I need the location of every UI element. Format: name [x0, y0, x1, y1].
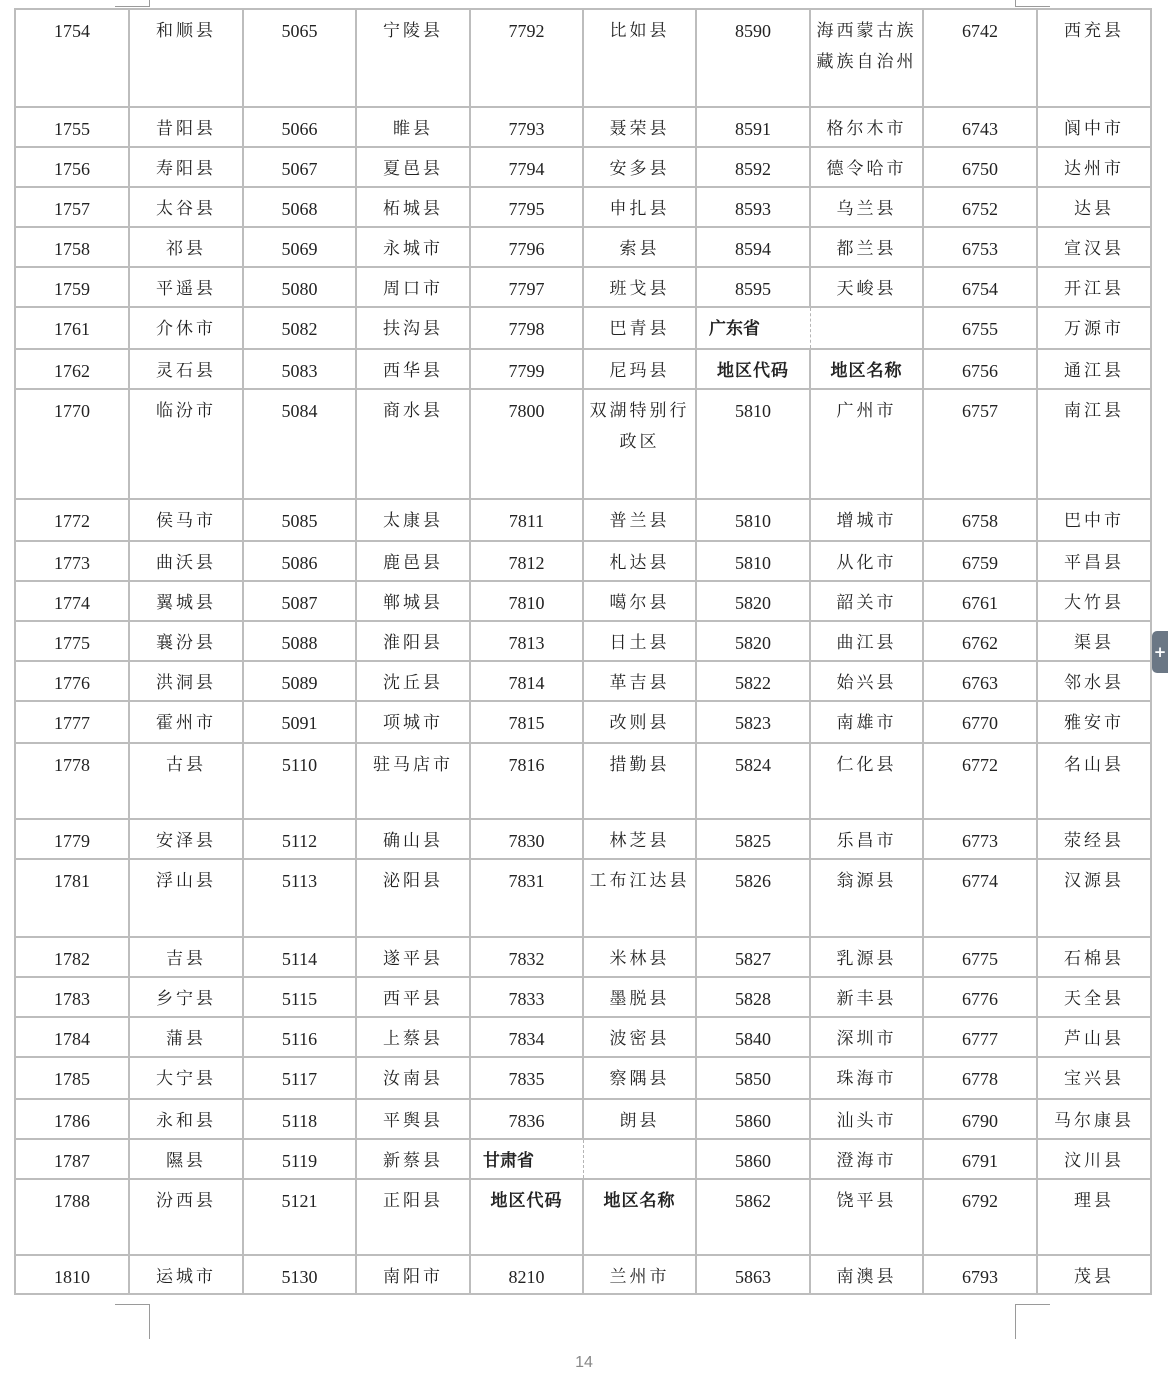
region-name-cell: 通江县	[1037, 349, 1151, 389]
province-heading: 广东省	[696, 307, 810, 349]
region-name-cell: 项城市	[356, 701, 470, 743]
region-name-cell: 渠县	[1037, 621, 1151, 661]
region-name-cell: 乡宁县	[129, 977, 243, 1017]
region-code-cell: 6770	[923, 701, 1037, 743]
empty-cell	[583, 1139, 696, 1179]
region-name-cell: 工布江达县	[583, 859, 696, 937]
region-name-cell: 日土县	[583, 621, 696, 661]
region-name-cell: 革吉县	[583, 661, 696, 701]
region-code-cell: 6790	[923, 1099, 1037, 1139]
region-code-cell: 7815	[470, 701, 583, 743]
table-row	[15, 859, 1151, 937]
region-code-cell: 5863	[696, 1255, 810, 1294]
region-name-cell: 马尔康县	[1037, 1099, 1151, 1139]
region-code-cell: 7800	[470, 389, 583, 499]
region-code-cell: 6777	[923, 1017, 1037, 1057]
region-name-cell: 申扎县	[583, 187, 696, 227]
region-code-cell: 5826	[696, 859, 810, 937]
table-row	[15, 743, 1151, 819]
region-name-cell: 沈丘县	[356, 661, 470, 701]
region-name-cell: 噶尔县	[583, 581, 696, 621]
region-code-cell: 5860	[696, 1139, 810, 1179]
region-code-cell: 7816	[470, 743, 583, 819]
region-code-cell: 7795	[470, 187, 583, 227]
region-code-cell: 1755	[15, 107, 129, 147]
region-code-cell: 1770	[15, 389, 129, 499]
region-code-cell: 5862	[696, 1179, 810, 1255]
region-name-cell: 乌兰县	[810, 187, 923, 227]
table-row	[15, 1099, 1151, 1139]
region-name-cell: 永和县	[129, 1099, 243, 1139]
region-code-cell: 6759	[923, 541, 1037, 581]
table-row	[15, 9, 1151, 107]
region-name-cell: 格尔木市	[810, 107, 923, 147]
region-name-cell: 安泽县	[129, 819, 243, 859]
empty-cell	[810, 307, 923, 349]
region-name-cell: 宁陵县	[356, 9, 470, 107]
region-name-cell: 乐昌市	[810, 819, 923, 859]
region-code-cell: 5112	[243, 819, 356, 859]
region-code-cell: 1759	[15, 267, 129, 307]
table-row	[15, 389, 1151, 499]
region-name-cell: 平昌县	[1037, 541, 1151, 581]
region-code-cell: 6793	[923, 1255, 1037, 1294]
region-code-cell: 6754	[923, 267, 1037, 307]
region-code-cell: 7834	[470, 1017, 583, 1057]
crop-mark-bottom-right	[1015, 1304, 1050, 1339]
table-row	[15, 187, 1151, 227]
region-name-cell: 南阳市	[356, 1255, 470, 1294]
region-code-cell: 8590	[696, 9, 810, 107]
region-code-cell: 5115	[243, 977, 356, 1017]
region-name-cell: 西华县	[356, 349, 470, 389]
region-name-cell: 德令哈市	[810, 147, 923, 187]
table-row	[15, 701, 1151, 743]
table-row	[15, 937, 1151, 977]
region-name-cell: 吉县	[129, 937, 243, 977]
region-code-cell: 5825	[696, 819, 810, 859]
region-code-cell: 5850	[696, 1057, 810, 1099]
crop-mark-top-left	[115, 0, 150, 7]
region-name-cell: 仁化县	[810, 743, 923, 819]
region-code-cell: 5820	[696, 621, 810, 661]
region-name-cell: 洪洞县	[129, 661, 243, 701]
region-code-cell: 5118	[243, 1099, 356, 1139]
region-code-cell: 7836	[470, 1099, 583, 1139]
region-name-cell: 聂荣县	[583, 107, 696, 147]
region-name-cell: 淮阳县	[356, 621, 470, 661]
region-code-cell: 5091	[243, 701, 356, 743]
region-code-cell: 7814	[470, 661, 583, 701]
region-code-cell: 7833	[470, 977, 583, 1017]
region-code-cell: 1761	[15, 307, 129, 349]
region-name-cell: 新蔡县	[356, 1139, 470, 1179]
region-code-cell: 5810	[696, 541, 810, 581]
region-code-cell: 5066	[243, 107, 356, 147]
region-code-cell: 5130	[243, 1255, 356, 1294]
region-code-cell: 1773	[15, 541, 129, 581]
table-row	[15, 349, 1151, 389]
region-name-cell: 汝南县	[356, 1057, 470, 1099]
region-code-cell: 6778	[923, 1057, 1037, 1099]
region-code-cell: 6752	[923, 187, 1037, 227]
region-name-cell: 宝兴县	[1037, 1057, 1151, 1099]
region-name-cell: 改则县	[583, 701, 696, 743]
region-name-cell: 理县	[1037, 1179, 1151, 1255]
table-row	[15, 977, 1151, 1017]
region-code-cell: 1757	[15, 187, 129, 227]
region-code-cell: 7830	[470, 819, 583, 859]
table-row	[15, 1255, 1151, 1294]
column-header: 地区代码	[696, 349, 810, 389]
crop-mark-bottom-left	[115, 1304, 150, 1339]
region-code-cell: 1788	[15, 1179, 129, 1255]
region-code-cell: 1783	[15, 977, 129, 1017]
region-code-cell: 5110	[243, 743, 356, 819]
region-name-cell: 西平县	[356, 977, 470, 1017]
region-name-cell: 太谷县	[129, 187, 243, 227]
region-code-cell: 5089	[243, 661, 356, 701]
region-code-cell: 6761	[923, 581, 1037, 621]
region-code-cell: 1775	[15, 621, 129, 661]
region-code-cell: 7812	[470, 541, 583, 581]
region-code-cell: 6774	[923, 859, 1037, 937]
region-code-cell: 5828	[696, 977, 810, 1017]
region-name-cell: 巴青县	[583, 307, 696, 349]
region-code-cell: 5119	[243, 1139, 356, 1179]
region-code-cell: 1762	[15, 349, 129, 389]
region-name-cell: 周口市	[356, 267, 470, 307]
region-name-cell: 天全县	[1037, 977, 1151, 1017]
region-code-cell: 6762	[923, 621, 1037, 661]
region-code-cell: 7832	[470, 937, 583, 977]
region-name-cell: 名山县	[1037, 743, 1151, 819]
region-code-cell: 1754	[15, 9, 129, 107]
region-name-cell: 汉源县	[1037, 859, 1151, 937]
region-code-cell: 1784	[15, 1017, 129, 1057]
region-code-cell: 6792	[923, 1179, 1037, 1255]
region-code-cell: 1777	[15, 701, 129, 743]
region-code-cell: 5067	[243, 147, 356, 187]
region-code-cell: 6755	[923, 307, 1037, 349]
table-row	[15, 147, 1151, 187]
region-code-cell: 5080	[243, 267, 356, 307]
region-code-cell: 5860	[696, 1099, 810, 1139]
region-name-cell: 鹿邑县	[356, 541, 470, 581]
region-code-cell: 8210	[470, 1255, 583, 1294]
region-code-table	[14, 8, 1152, 1295]
region-code-cell: 7797	[470, 267, 583, 307]
region-name-cell: 西充县	[1037, 9, 1151, 107]
region-code-cell: 5810	[696, 499, 810, 541]
table-row	[15, 581, 1151, 621]
region-code-cell: 1776	[15, 661, 129, 701]
region-code-cell: 6775	[923, 937, 1037, 977]
region-code-cell: 5083	[243, 349, 356, 389]
region-code-cell: 5824	[696, 743, 810, 819]
region-code-cell: 1787	[15, 1139, 129, 1179]
region-code-cell: 1778	[15, 743, 129, 819]
region-code-cell: 7835	[470, 1057, 583, 1099]
region-code-cell: 7831	[470, 859, 583, 937]
region-code-cell: 5084	[243, 389, 356, 499]
column-header: 地区代码	[470, 1179, 583, 1255]
region-name-cell: 普兰县	[583, 499, 696, 541]
region-code-cell: 5827	[696, 937, 810, 977]
expand-panel-button[interactable]	[1152, 631, 1168, 673]
region-code-cell: 1781	[15, 859, 129, 937]
region-name-cell: 扶沟县	[356, 307, 470, 349]
region-name-cell: 巴中市	[1037, 499, 1151, 541]
region-name-cell: 大竹县	[1037, 581, 1151, 621]
region-name-cell: 达州市	[1037, 147, 1151, 187]
region-name-cell: 翁源县	[810, 859, 923, 937]
column-header: 地区名称	[583, 1179, 696, 1255]
table-row	[15, 1057, 1151, 1099]
region-code-cell: 1774	[15, 581, 129, 621]
table-row	[15, 1017, 1151, 1057]
province-heading: 甘肃省	[470, 1139, 583, 1179]
region-code-cell: 6776	[923, 977, 1037, 1017]
region-code-cell: 6791	[923, 1139, 1037, 1179]
region-code-cell: 5820	[696, 581, 810, 621]
region-name-cell: 襄汾县	[129, 621, 243, 661]
region-name-cell: 雅安市	[1037, 701, 1151, 743]
region-name-cell: 驻马店市	[356, 743, 470, 819]
table-row	[15, 1139, 1151, 1179]
region-name-cell: 深圳市	[810, 1017, 923, 1057]
region-code-cell: 8593	[696, 187, 810, 227]
region-code-cell: 5113	[243, 859, 356, 937]
region-name-cell: 曲沃县	[129, 541, 243, 581]
region-code-cell: 6753	[923, 227, 1037, 267]
crop-mark-top-right	[1015, 0, 1050, 7]
region-name-cell: 平舆县	[356, 1099, 470, 1139]
region-name-cell: 蒲县	[129, 1017, 243, 1057]
region-name-cell: 确山县	[356, 819, 470, 859]
region-name-cell: 万源市	[1037, 307, 1151, 349]
region-code-cell: 7793	[470, 107, 583, 147]
region-code-cell: 1756	[15, 147, 129, 187]
region-name-cell: 澄海市	[810, 1139, 923, 1179]
region-code-cell: 7811	[470, 499, 583, 541]
region-name-cell: 芦山县	[1037, 1017, 1151, 1057]
table-row	[15, 621, 1151, 661]
region-name-cell: 临汾市	[129, 389, 243, 499]
region-code-cell: 8595	[696, 267, 810, 307]
region-name-cell: 天峻县	[810, 267, 923, 307]
region-name-cell: 祁县	[129, 227, 243, 267]
region-code-cell: 5087	[243, 581, 356, 621]
region-name-cell: 波密县	[583, 1017, 696, 1057]
region-code-cell: 5114	[243, 937, 356, 977]
region-code-cell: 7799	[470, 349, 583, 389]
region-name-cell: 隰县	[129, 1139, 243, 1179]
region-code-cell: 5065	[243, 9, 356, 107]
region-code-cell: 7810	[470, 581, 583, 621]
region-name-cell: 都兰县	[810, 227, 923, 267]
region-name-cell: 双湖特别行政区	[583, 389, 696, 499]
region-code-cell: 1810	[15, 1255, 129, 1294]
region-name-cell: 开江县	[1037, 267, 1151, 307]
region-name-cell: 札达县	[583, 541, 696, 581]
region-code-cell: 1758	[15, 227, 129, 267]
region-name-cell: 阆中市	[1037, 107, 1151, 147]
region-name-cell: 大宁县	[129, 1057, 243, 1099]
region-name-cell: 汕头市	[810, 1099, 923, 1139]
region-name-cell: 达县	[1037, 187, 1151, 227]
region-name-cell: 宣汉县	[1037, 227, 1151, 267]
region-name-cell: 介休市	[129, 307, 243, 349]
region-name-cell: 兰州市	[583, 1255, 696, 1294]
region-code-cell: 5068	[243, 187, 356, 227]
region-code-cell: 6742	[923, 9, 1037, 107]
page-number: 14	[575, 1354, 593, 1371]
region-code-cell: 6763	[923, 661, 1037, 701]
region-code-cell: 7796	[470, 227, 583, 267]
region-name-cell: 新丰县	[810, 977, 923, 1017]
region-name-cell: 侯马市	[129, 499, 243, 541]
region-code-cell: 6756	[923, 349, 1037, 389]
plus-icon: +	[1153, 643, 1167, 661]
region-name-cell: 和顺县	[129, 9, 243, 107]
region-name-cell: 南雄市	[810, 701, 923, 743]
region-name-cell: 运城市	[129, 1255, 243, 1294]
region-code-cell: 5116	[243, 1017, 356, 1057]
region-code-cell: 5823	[696, 701, 810, 743]
region-name-cell: 太康县	[356, 499, 470, 541]
region-name-cell: 措勤县	[583, 743, 696, 819]
region-name-cell: 增城市	[810, 499, 923, 541]
region-code-cell: 6758	[923, 499, 1037, 541]
region-name-cell: 广州市	[810, 389, 923, 499]
region-name-cell: 林芝县	[583, 819, 696, 859]
region-name-cell: 上蔡县	[356, 1017, 470, 1057]
region-name-cell: 饶平县	[810, 1179, 923, 1255]
region-code-cell: 6757	[923, 389, 1037, 499]
region-name-cell: 南澳县	[810, 1255, 923, 1294]
region-code-cell: 5069	[243, 227, 356, 267]
region-name-cell: 茂县	[1037, 1255, 1151, 1294]
region-name-cell: 遂平县	[356, 937, 470, 977]
region-name-cell: 郸城县	[356, 581, 470, 621]
table-row	[15, 661, 1151, 701]
table-row	[15, 819, 1151, 859]
table-row	[15, 307, 1151, 349]
region-code-cell: 1772	[15, 499, 129, 541]
region-name-cell: 从化市	[810, 541, 923, 581]
region-code-cell: 5085	[243, 499, 356, 541]
region-code-cell: 7794	[470, 147, 583, 187]
region-name-cell: 始兴县	[810, 661, 923, 701]
region-code-cell: 6743	[923, 107, 1037, 147]
region-code-cell: 1779	[15, 819, 129, 859]
region-name-cell: 索县	[583, 227, 696, 267]
region-name-cell: 尼玛县	[583, 349, 696, 389]
region-code-cell: 5117	[243, 1057, 356, 1099]
region-code-cell: 7798	[470, 307, 583, 349]
region-name-cell: 海西蒙古族藏族自治州	[810, 9, 923, 107]
region-name-cell: 泌阳县	[356, 859, 470, 937]
region-name-cell: 商水县	[356, 389, 470, 499]
region-name-cell: 睢县	[356, 107, 470, 147]
region-name-cell: 寿阳县	[129, 147, 243, 187]
region-name-cell: 浮山县	[129, 859, 243, 937]
region-name-cell: 霍州市	[129, 701, 243, 743]
region-code-cell: 1786	[15, 1099, 129, 1139]
region-name-cell: 南江县	[1037, 389, 1151, 499]
region-name-cell: 汶川县	[1037, 1139, 1151, 1179]
region-code-cell: 5810	[696, 389, 810, 499]
region-name-cell: 珠海市	[810, 1057, 923, 1099]
region-name-cell: 汾西县	[129, 1179, 243, 1255]
region-name-cell: 夏邑县	[356, 147, 470, 187]
region-code-cell: 6773	[923, 819, 1037, 859]
table-row	[15, 1179, 1151, 1255]
region-name-cell: 墨脱县	[583, 977, 696, 1017]
table-row	[15, 541, 1151, 581]
region-name-cell: 石棉县	[1037, 937, 1151, 977]
region-name-cell: 荥经县	[1037, 819, 1151, 859]
region-name-cell: 米林县	[583, 937, 696, 977]
region-name-cell: 古县	[129, 743, 243, 819]
region-code-cell: 8594	[696, 227, 810, 267]
region-name-cell: 比如县	[583, 9, 696, 107]
region-name-cell: 邻水县	[1037, 661, 1151, 701]
table-row	[15, 107, 1151, 147]
region-name-cell: 班戈县	[583, 267, 696, 307]
region-name-cell: 察隅县	[583, 1057, 696, 1099]
region-name-cell: 柘城县	[356, 187, 470, 227]
table-row	[15, 227, 1151, 267]
region-name-cell: 曲江县	[810, 621, 923, 661]
table-row	[15, 499, 1151, 541]
region-code-cell: 7792	[470, 9, 583, 107]
region-name-cell: 朗县	[583, 1099, 696, 1139]
region-name-cell: 韶关市	[810, 581, 923, 621]
region-code-cell: 5086	[243, 541, 356, 581]
region-name-cell: 安多县	[583, 147, 696, 187]
region-name-cell: 翼城县	[129, 581, 243, 621]
region-code-cell: 7813	[470, 621, 583, 661]
region-code-cell: 5121	[243, 1179, 356, 1255]
region-code-cell: 1785	[15, 1057, 129, 1099]
region-name-cell: 灵石县	[129, 349, 243, 389]
region-name-cell: 正阳县	[356, 1179, 470, 1255]
region-code-cell: 5822	[696, 661, 810, 701]
region-name-cell: 永城市	[356, 227, 470, 267]
table-row	[15, 267, 1151, 307]
region-code-cell: 1782	[15, 937, 129, 977]
column-header: 地区名称	[810, 349, 923, 389]
region-code-cell: 8592	[696, 147, 810, 187]
region-code-cell: 5088	[243, 621, 356, 661]
region-code-cell: 6750	[923, 147, 1037, 187]
region-code-cell: 5840	[696, 1017, 810, 1057]
region-name-cell: 平遥县	[129, 267, 243, 307]
region-name-cell: 乳源县	[810, 937, 923, 977]
region-code-cell: 5082	[243, 307, 356, 349]
region-code-cell: 6772	[923, 743, 1037, 819]
region-name-cell: 昔阳县	[129, 107, 243, 147]
region-code-cell: 8591	[696, 107, 810, 147]
